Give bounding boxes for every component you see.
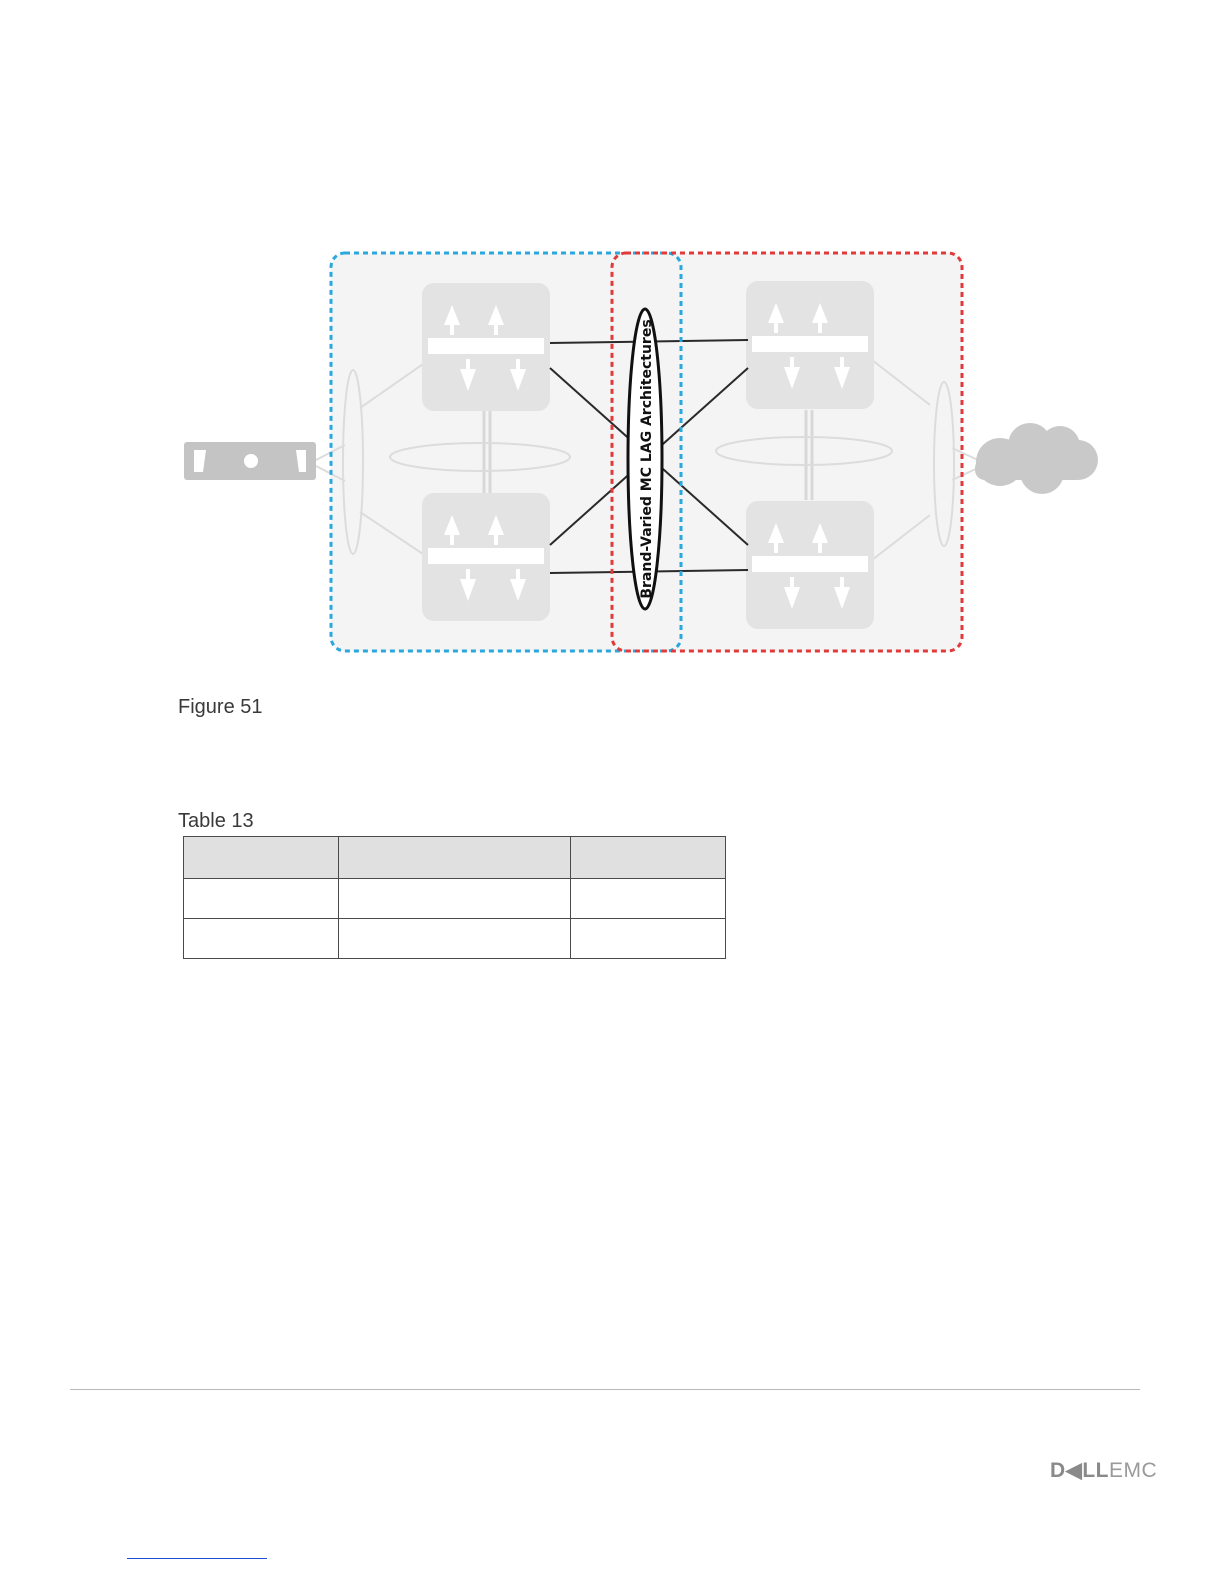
- table-cell: [184, 879, 339, 919]
- logo-dell-text: D◀LL: [1050, 1459, 1109, 1482]
- switch-icon: [746, 281, 874, 409]
- figure-caption: Figure 51: [178, 696, 263, 718]
- table-cell: [184, 919, 339, 959]
- table-cell: [571, 879, 726, 919]
- table-header-cell: [184, 837, 339, 879]
- switch-icon: [422, 283, 550, 411]
- table-header-cell: [339, 837, 571, 879]
- logo-emc-text: EMC: [1108, 1459, 1158, 1482]
- data-table: [183, 836, 726, 959]
- dell-emc-logo: [1050, 1458, 1157, 1483]
- table-cell: [571, 919, 726, 959]
- cloud-icon: [975, 423, 1098, 494]
- switch-icon: [422, 493, 550, 621]
- table-cell: [339, 879, 571, 919]
- mc-lag-diagram: [0, 0, 1224, 690]
- table-row: [184, 879, 726, 919]
- server-icon: [184, 442, 316, 480]
- table-row: [184, 919, 726, 959]
- switch-icon: [746, 501, 874, 629]
- footer-divider: [70, 1389, 1140, 1390]
- table-header-cell: [571, 837, 726, 879]
- footer-link-underline[interactable]: [127, 1558, 267, 1559]
- table-cell: [339, 919, 571, 959]
- mc-lag-label: Brand-Varied MC LAG Architectures: [639, 319, 655, 599]
- table-header-row: [184, 837, 726, 879]
- table-caption: Table 13: [178, 810, 254, 832]
